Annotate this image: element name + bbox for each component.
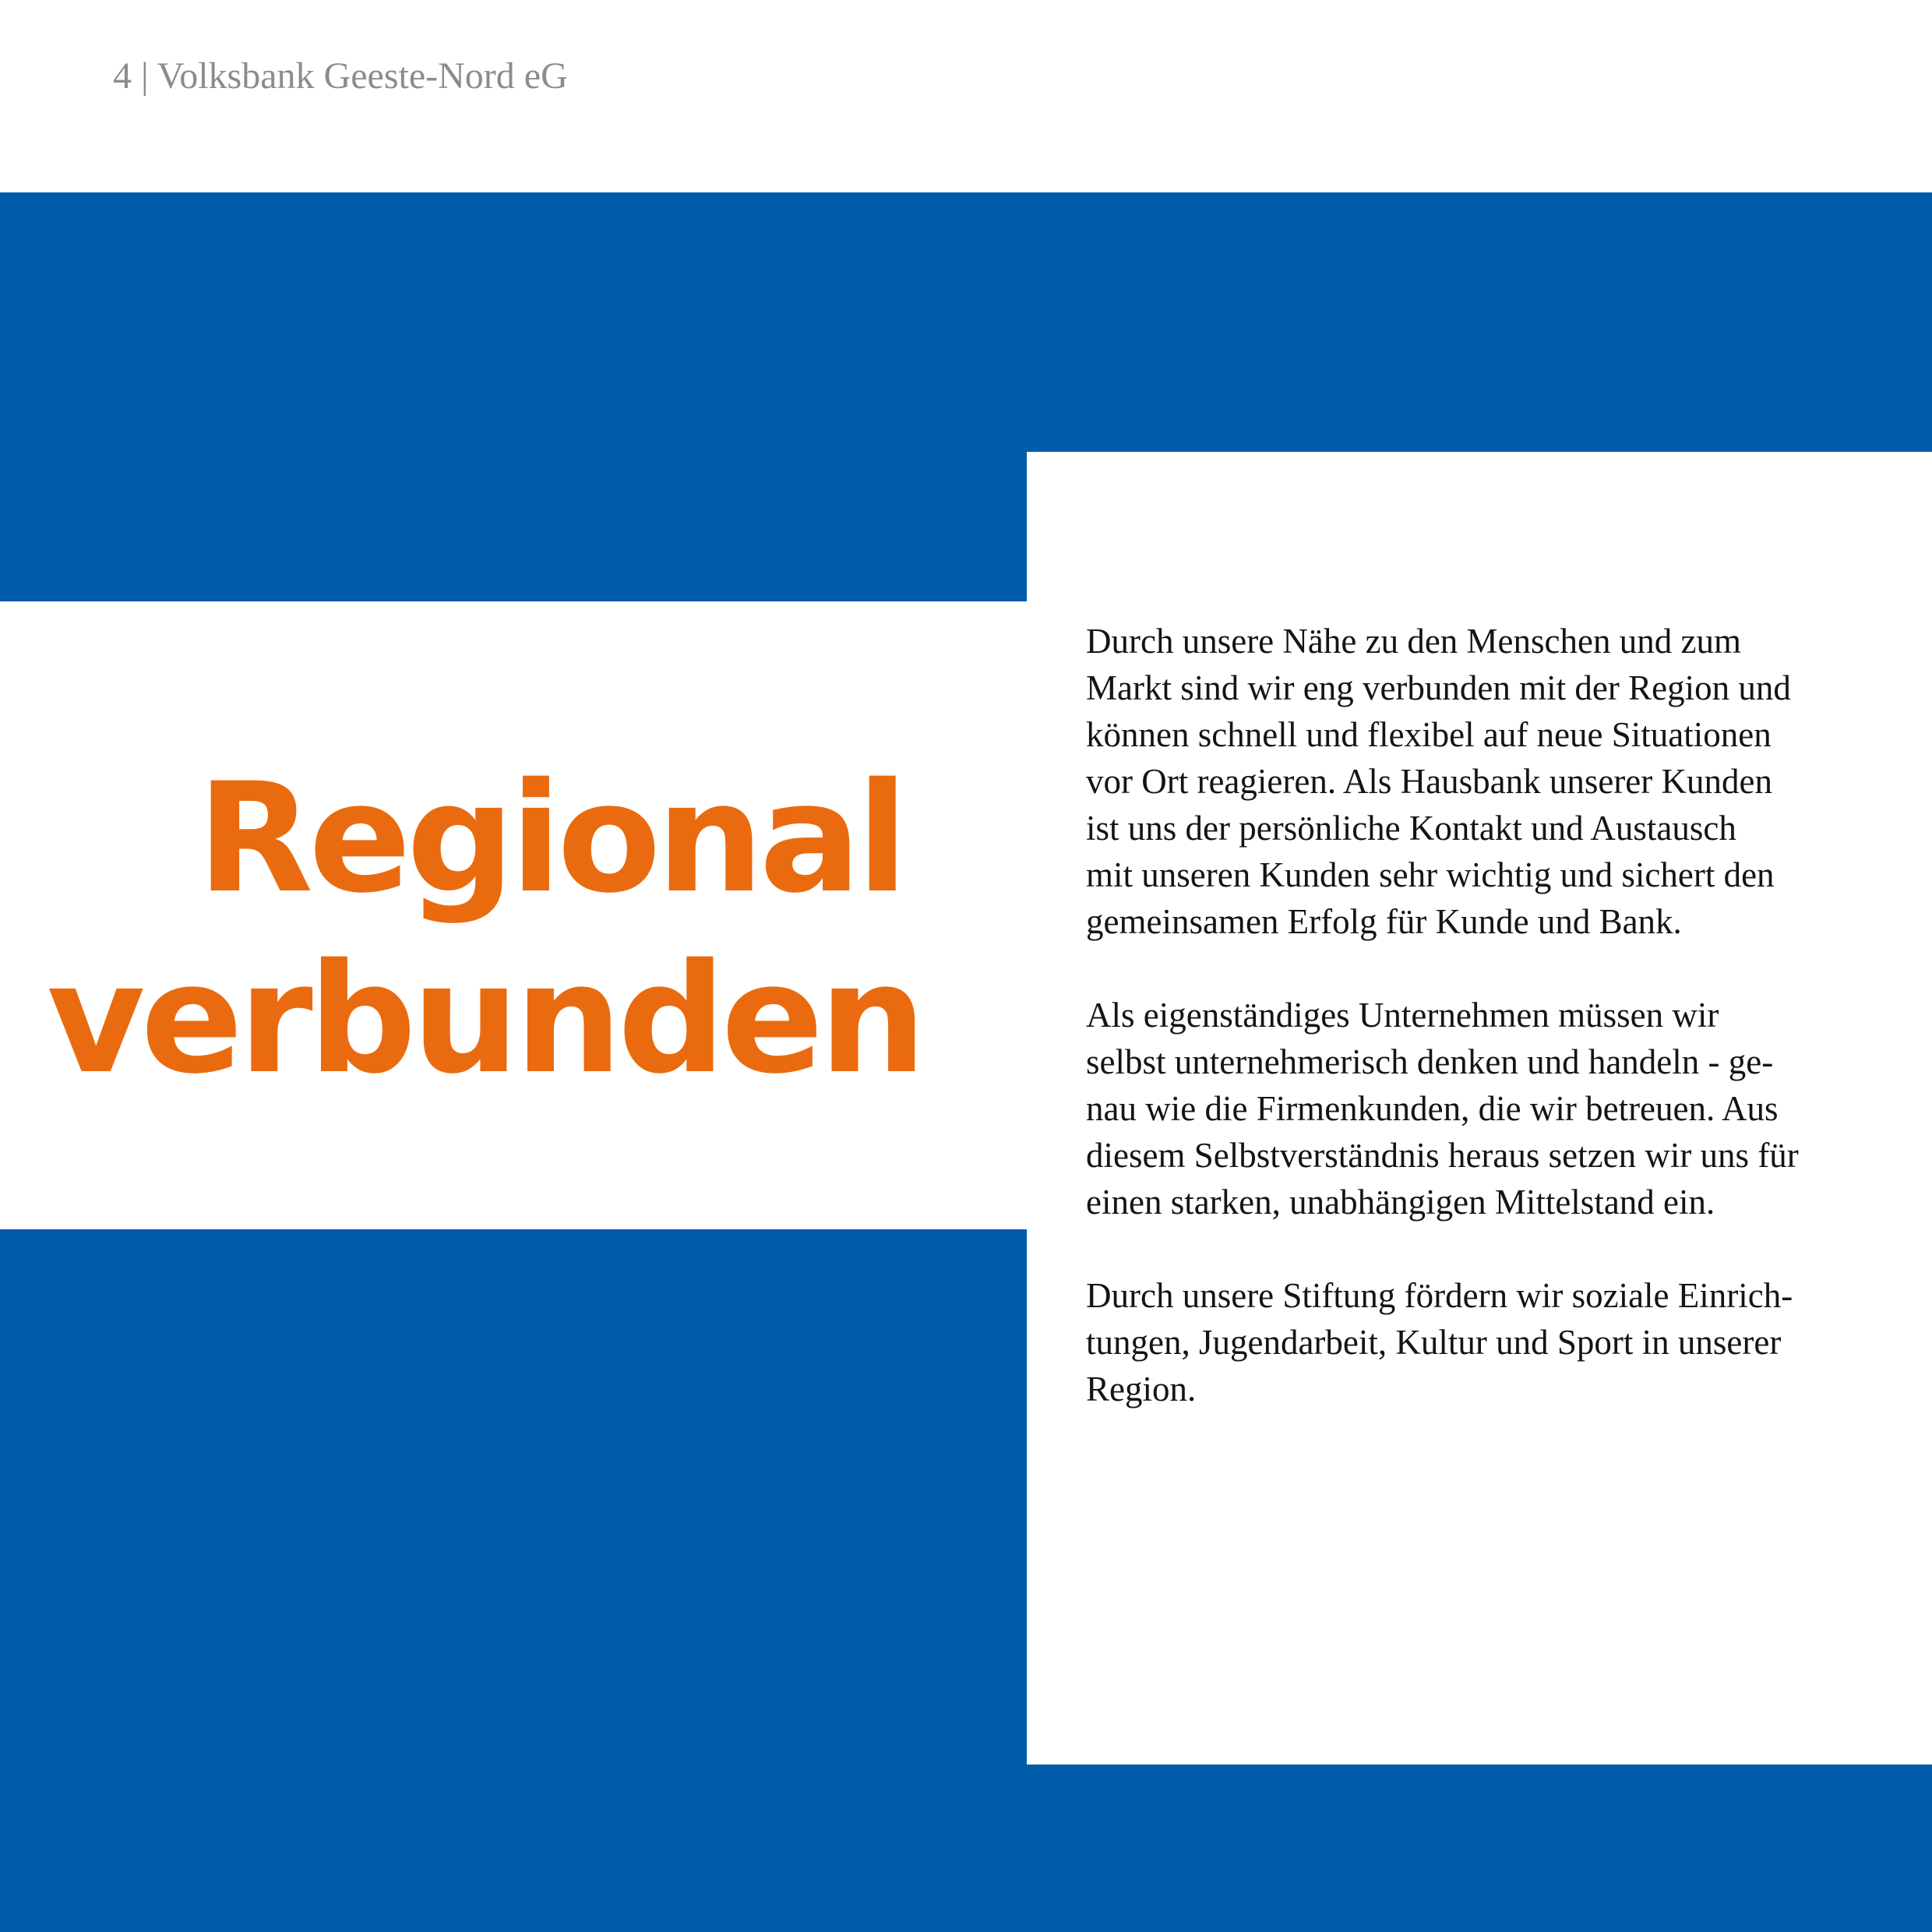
text-line: mit unseren Kunden sehr wichtig und sichert den <box>1086 855 1775 894</box>
text-line: vor Ort reagieren. Als Hausbank unserer Kunden <box>1086 762 1772 801</box>
text-line: ist uns der persönliche Kontakt und Austausch <box>1086 809 1736 848</box>
text-line: können schnell und flexibel auf neue Situationen <box>1086 715 1772 754</box>
text-line: nau wie die Firmenkunden, die wir betreuen. Aus <box>1086 1089 1779 1128</box>
text-line: diesem Selbstverständnis heraus setzen wir uns für <box>1086 1136 1799 1175</box>
headline-line-1: Regional <box>196 750 904 926</box>
text-line: Durch unsere Nähe zu den Menschen und zum <box>1086 622 1741 661</box>
text-line: selbst unternehmerisch denken und handeln - ge- <box>1086 1042 1774 1081</box>
headline-line-2: verbunden <box>47 931 922 1107</box>
paragraph-1 <box>1086 618 1896 945</box>
text-line: gemeinsamen Erfolg für Kunde und Bank. <box>1086 902 1682 941</box>
text-line: Als eigenständiges Unternehmen müssen wir <box>1086 996 1719 1035</box>
paragraph-3 <box>1086 1272 1896 1412</box>
blue-band-bottom <box>0 1765 1932 1932</box>
paragraph-2 <box>1086 992 1896 1225</box>
text-line: tungen, Jugendarbeit, Kultur und Sport in unserer <box>1086 1323 1782 1362</box>
text-line: Region. <box>1086 1370 1197 1408</box>
text-line: Markt sind wir eng verbunden mit der Region und <box>1086 668 1791 707</box>
headline <box>47 748 922 1109</box>
blue-band-left-upper <box>0 452 1027 601</box>
blue-band-left-lower <box>0 1229 1027 1765</box>
text-line: Durch unsere Stiftung fördern wir soziale Einrich- <box>1086 1276 1793 1315</box>
text-line: einen starken, unabhängigen Mittelstand ein. <box>1086 1183 1715 1222</box>
page-header: 4 | Volksbank Geeste-Nord eG <box>113 55 568 97</box>
blue-band-top <box>0 192 1932 452</box>
body-text <box>1086 618 1896 1459</box>
